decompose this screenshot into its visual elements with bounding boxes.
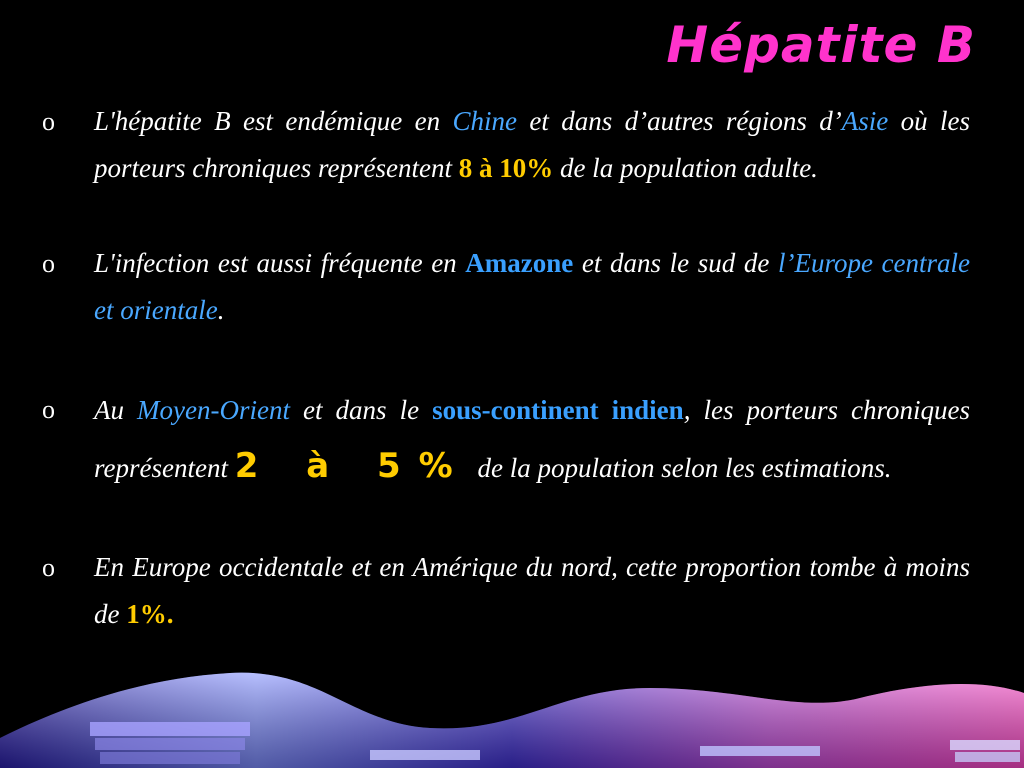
bullet-text: . <box>217 295 225 325</box>
bullet-text: et dans le sud de <box>573 248 778 278</box>
bullet-text: où les porteurs chroniques représentent <box>94 106 970 183</box>
slide-title: Hépatite B <box>666 16 976 74</box>
bullet-text: et dans le <box>289 395 433 425</box>
bullet-item-2 <box>42 240 970 334</box>
highlight-chine: Chine <box>452 106 517 136</box>
bullet-item-4 <box>42 544 970 638</box>
highlight-percent: 8 à 10% <box>458 153 554 183</box>
bullet-text: Au <box>94 395 138 425</box>
bullet-text: L'infection est aussi fréquente en <box>94 248 466 278</box>
bullet-text: , les porteurs chroniques représentent <box>94 395 971 483</box>
decorative-wave <box>0 668 1024 768</box>
bullet-text: de la population adulte. <box>553 153 818 183</box>
bullet-list <box>42 98 970 638</box>
bullet-marker: o <box>42 107 55 136</box>
highlight-amazone: Amazone <box>465 248 574 278</box>
bullet-text: de la population selon les estimations. <box>470 453 892 483</box>
bullet-text: L'hépatite B est endémique en <box>94 106 453 136</box>
bullet-item-3 <box>42 382 970 496</box>
highlight-asie: Asie <box>841 106 889 136</box>
highlight-europe: l’Europe centrale et orientale <box>94 248 971 325</box>
highlight-moyen-orient: Moyen-Orient <box>137 395 290 425</box>
bullet-marker: o <box>42 249 55 278</box>
highlight-sous-continent: sous-continent indien <box>432 395 684 425</box>
bullet-marker: o <box>42 553 55 582</box>
bullet-text: et dans d’autres régions d’ <box>517 106 842 136</box>
highlight-percent: 2 à 5% <box>234 446 471 486</box>
bullet-text: En Europe occidentale et en Amérique du nord, cette proportion tombe à moins de <box>94 552 970 629</box>
bullet-item-1 <box>42 98 970 192</box>
bullet-marker: o <box>42 395 55 424</box>
highlight-percent: 1%. <box>126 599 174 629</box>
